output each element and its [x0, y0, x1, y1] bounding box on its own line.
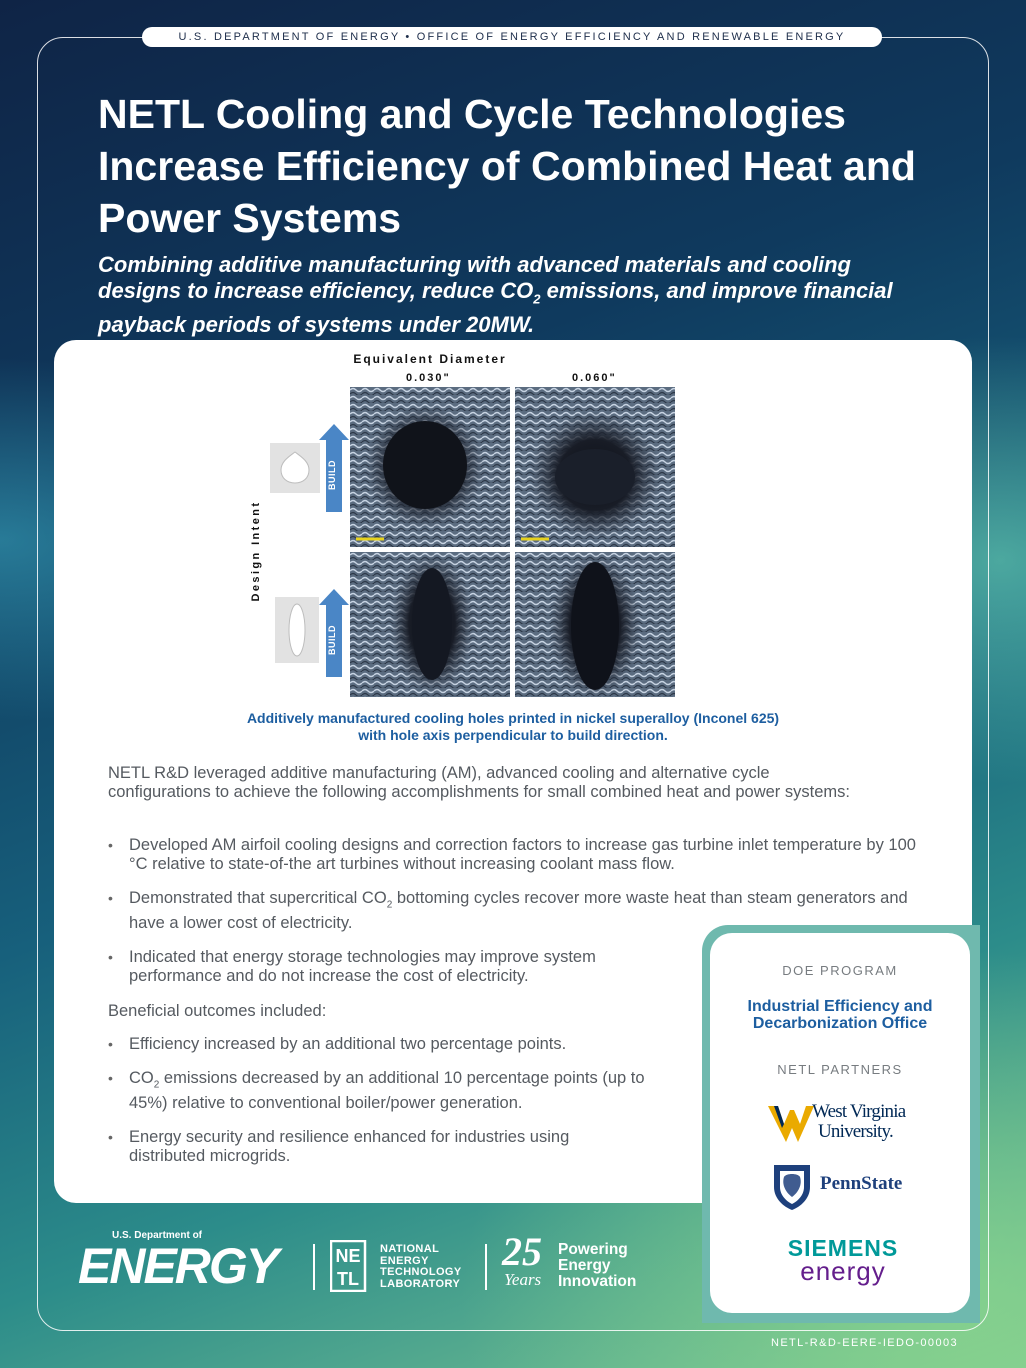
teardrop-hole-icon [270, 443, 320, 493]
accomplishment-3: Indicated that energy storage technologies may improve system performance and do not increase the cost of electricity. [129, 948, 596, 986]
doe-logo-small: U.S. Department of [112, 1230, 203, 1241]
pennstate-name: PennState [820, 1173, 903, 1194]
list-item [108, 1069, 648, 1113]
design-intent-round [270, 443, 320, 493]
netl-line-4: LABORATORY [380, 1277, 461, 1290]
netl-line-3: TECHNOLOGY [380, 1266, 462, 1278]
netl-line-1: NATIONAL [380, 1243, 440, 1255]
nittany-lion-shield-icon [772, 1163, 812, 1211]
figure-col-label-2: 0.060" [572, 372, 617, 384]
page-title: NETL Cooling and Cycle Technologies Increase Efficiency of Combined Heat and Power Systems [98, 91, 916, 241]
caption-line-2: with hole axis perpendicular to build direction. [358, 727, 668, 743]
siemens-word: SIEMENS [787, 1235, 899, 1261]
outcome-1: Efficiency increased by an additional two percentage points. [129, 1035, 567, 1053]
logo-divider [485, 1244, 487, 1290]
netl-mark-icon [330, 1240, 382, 1292]
powering-line-3: Innovation [558, 1273, 637, 1290]
design-intent-oval [275, 597, 319, 663]
anniversary-number: 25 [502, 1229, 542, 1274]
oval-hole-icon [275, 597, 319, 663]
caption-line-1: Additively manufactured cooling holes printed in nickel superalloy (Inconel 625) [246, 710, 780, 726]
outcome-2-b: emissions decreased by an additional 10 percentage points (up to 45%) relative to conventional boiler/power generation. [129, 1069, 645, 1113]
doe-program-label: DOE PROGRAM [782, 963, 898, 978]
micrograph-large-round [515, 387, 675, 547]
subtitle-text-1: Combining additive manufacturing with advanced materials and cooling designs to increase efficiency, reduce CO [98, 252, 851, 303]
powering-text [558, 1242, 636, 1290]
figure-side-label: Design Intent [250, 500, 262, 602]
doe-logo [78, 1230, 278, 1294]
outcomes-list [108, 1035, 648, 1181]
subtitle-text-2: emissions, and improve financial payback periods of systems under 20MW. [98, 278, 893, 338]
siemens-energy-logo [710, 1235, 976, 1286]
outcomes-heading: Beneficial outcomes included: [108, 1002, 327, 1020]
netl-partners-label: NETL PARTNERS [777, 1062, 903, 1077]
anniversary-word: Years [504, 1270, 542, 1289]
doe-program-name: Industrial Efficiency and Decarbonization Office [747, 998, 933, 1032]
wvu-name [812, 1102, 905, 1142]
wv-mark-icon [768, 1102, 814, 1144]
figure-col-label-1: 0.030" [406, 372, 451, 384]
micrograph-large-oval [515, 552, 675, 697]
energy-word: energy [800, 1256, 886, 1286]
build-arrow-label: BUILD [327, 460, 337, 490]
micrograph-small-oval [350, 552, 510, 697]
subtitle-subscript: 2 [533, 291, 541, 307]
micrograph-small-round [350, 387, 510, 547]
powering-line-1: Powering [558, 1241, 628, 1258]
list-item [108, 948, 669, 986]
list-item [108, 836, 928, 874]
pennstate-logo [772, 1163, 932, 1213]
list-item [108, 889, 928, 933]
subscript: 2 [386, 899, 393, 911]
build-arrow-label: BUILD [327, 625, 337, 655]
page-subtitle [98, 252, 928, 338]
figure-heading: Equivalent Diameter [353, 352, 507, 366]
figure-caption [140, 710, 886, 744]
netl-text [380, 1244, 462, 1290]
list-item [108, 1128, 648, 1166]
logo-divider [313, 1244, 315, 1290]
doe-logo-big: ENERGY [78, 1238, 278, 1294]
accomplishment-2-b: bottoming cycles recover more waste heat than steam generators and have a lower cost of electricity. [129, 889, 908, 933]
outcome-2-a: CO [129, 1069, 154, 1087]
wvu-line-2: University. [818, 1121, 893, 1142]
document-id: NETL-R&D-EERE-IEDO-00003 [770, 1337, 958, 1349]
netl-line-2: ENERGY [380, 1254, 429, 1267]
wvu-line-1: West Virginia [812, 1101, 906, 1122]
powering-line-2: Energy [558, 1257, 611, 1274]
subscript: 2 [153, 1079, 160, 1091]
svg-text:NE: NE [335, 1246, 361, 1266]
list-item [108, 1035, 648, 1054]
outcome-3: Energy security and resilience enhanced for industries using distributed microgrids. [129, 1128, 570, 1166]
intro-paragraph: NETL R&D leveraged additive manufacturing (AM), advanced cooling and alternative cycle configurations to achieve the following accomplishments for small combined heat and power systems: [108, 764, 850, 801]
agency-banner: U.S. DEPARTMENT OF ENERGY • OFFICE OF ENERGY EFFICIENCY AND RENEWABLE ENERGY [142, 27, 882, 47]
accomplishment-1: Developed AM airfoil cooling designs and correction factors to increase gas turbine inlet temperature by 100 °C relative to state-of-the art turbines without increasing coolant mass flow. [129, 836, 916, 873]
svg-text:TL: TL [337, 1269, 359, 1289]
wvu-logo [768, 1100, 928, 1150]
netl-mark [330, 1240, 382, 1292]
accomplishment-2-a: Demonstrated that supercritical CO [129, 889, 387, 907]
anniversary-mark [502, 1229, 542, 1289]
